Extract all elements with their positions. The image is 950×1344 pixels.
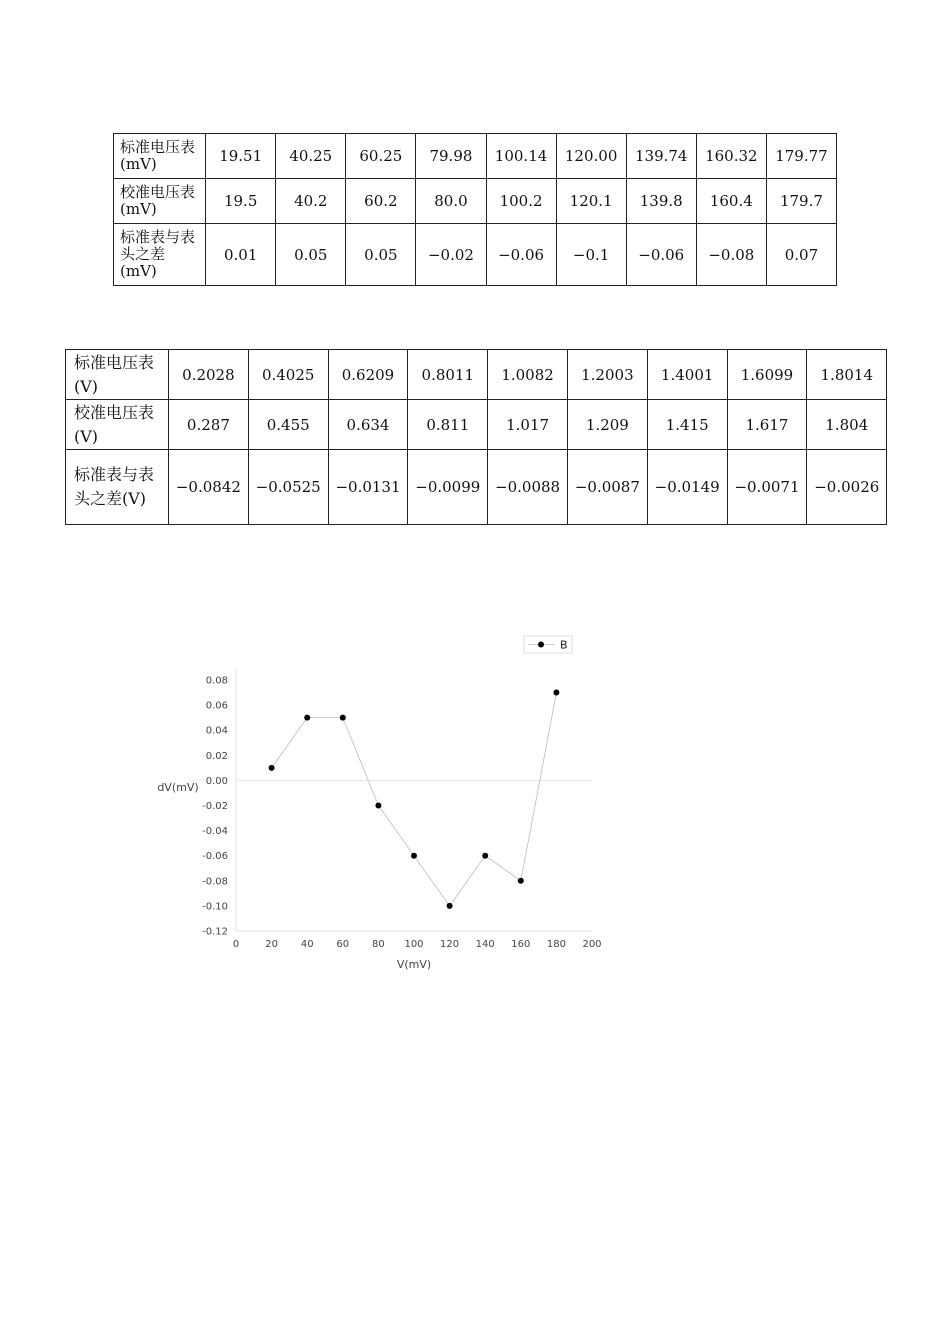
table-cell: 100.14 xyxy=(486,134,556,179)
table-cell: 1.6099 xyxy=(727,350,807,400)
y-tick-label: 0.08 xyxy=(205,675,228,687)
table-cell: 0.05 xyxy=(276,224,346,286)
chart-series xyxy=(269,690,560,909)
y-tick-label: -0.06 xyxy=(202,851,228,863)
x-tick-label: 160 xyxy=(511,939,531,950)
table-cell: 139.74 xyxy=(626,134,696,179)
table-cell: 0.8011 xyxy=(408,350,488,400)
table-cell: 0.4025 xyxy=(248,350,328,400)
table-cell: 179.77 xyxy=(766,134,836,179)
table-cell: 1.2003 xyxy=(567,350,647,400)
table-row xyxy=(66,450,887,525)
table-cell: −0.02 xyxy=(416,224,486,286)
table-cell: 179.7 xyxy=(766,179,836,224)
x-tick-label: 40 xyxy=(300,939,314,950)
table-cell: 0.455 xyxy=(248,400,328,450)
x-tick-label: 120 xyxy=(440,939,460,950)
table-cell: 0.287 xyxy=(169,400,249,450)
data-point xyxy=(304,715,310,721)
x-tick-label: 20 xyxy=(265,939,278,950)
table-cell: 0.07 xyxy=(766,224,836,286)
table-cell: 0.05 xyxy=(346,224,416,286)
table-cell: 40.25 xyxy=(276,134,346,179)
table-cell: 60.25 xyxy=(346,134,416,179)
y-axis-label: dV(mV) xyxy=(157,781,199,794)
data-point xyxy=(553,690,559,696)
table-cell: −0.06 xyxy=(626,224,696,286)
data-point xyxy=(447,903,453,909)
table-cell: 19.51 xyxy=(206,134,276,179)
table-row xyxy=(66,350,887,400)
table-cell: −0.0149 xyxy=(647,450,727,525)
table-cell: −0.0525 xyxy=(248,450,328,525)
y-tick-label: 0.02 xyxy=(205,750,228,762)
row-header: 校准电压表(mV) xyxy=(114,179,206,224)
x-tick-label: 200 xyxy=(582,939,602,950)
table-cell: 80.0 xyxy=(416,179,486,224)
table-cell: 120.00 xyxy=(556,134,626,179)
table-cell: 60.2 xyxy=(346,179,416,224)
table-cell: 0.01 xyxy=(206,224,276,286)
table-cell: 1.209 xyxy=(567,400,647,450)
row-header: 标准电压表(V) xyxy=(66,350,169,400)
table-cell: 79.98 xyxy=(416,134,486,179)
y-tick-label: 0.00 xyxy=(205,775,228,787)
table-cell: 139.8 xyxy=(626,179,696,224)
legend-label: B xyxy=(560,638,568,652)
legend-marker xyxy=(538,642,544,648)
x-tick-label: 80 xyxy=(372,939,385,950)
table-cell: 1.8014 xyxy=(807,350,887,400)
x-tick-label: 60 xyxy=(336,939,350,950)
series-line-B xyxy=(272,693,557,906)
row-header: 校准电压表(V) xyxy=(66,400,169,450)
row-header: 标准表与表头之差(mV) xyxy=(114,224,206,286)
y-tick-label: -0.12 xyxy=(202,926,228,938)
table-cell: 1.415 xyxy=(647,400,727,450)
y-tick-label: -0.10 xyxy=(202,901,228,913)
table-cell: −0.0071 xyxy=(727,450,807,525)
table-cell: −0.0131 xyxy=(328,450,408,525)
table-cell: 1.0082 xyxy=(488,350,568,400)
y-tick-label: -0.02 xyxy=(202,801,228,812)
table-cell: 0.6209 xyxy=(328,350,408,400)
table-cell: 1.4001 xyxy=(647,350,727,400)
table-cell: 160.32 xyxy=(696,134,766,179)
table-cell: 1.804 xyxy=(807,400,887,450)
x-tick-label: 180 xyxy=(546,939,566,950)
table-row xyxy=(66,400,887,450)
table-cell: −0.0088 xyxy=(488,450,568,525)
data-point xyxy=(340,715,346,721)
table-cell: 1.017 xyxy=(488,400,568,450)
chart-axes xyxy=(202,668,601,950)
table-cell: 100.2 xyxy=(486,179,556,224)
table-cell: 160.4 xyxy=(696,179,766,224)
table-cell: −0.0842 xyxy=(169,450,249,525)
x-axis-label: V(mV) xyxy=(396,958,432,971)
data-point xyxy=(411,853,417,859)
table-cell: 0.811 xyxy=(408,400,488,450)
table-cell: −0.0099 xyxy=(408,450,488,525)
table-row xyxy=(114,179,837,224)
table-cell: 19.5 xyxy=(206,179,276,224)
table-cell: 0.634 xyxy=(328,400,408,450)
table-row xyxy=(114,224,837,286)
deviation-chart xyxy=(130,625,610,980)
table-row xyxy=(114,134,837,179)
data-point xyxy=(518,878,524,884)
table-cell: −0.1 xyxy=(556,224,626,286)
data-point xyxy=(269,765,275,771)
data-point xyxy=(482,853,488,859)
table-cell: −0.0026 xyxy=(807,450,887,525)
table-cell: −0.08 xyxy=(696,224,766,286)
y-tick-label: -0.04 xyxy=(202,826,228,838)
table-cell: 40.2 xyxy=(276,179,346,224)
table-cell: 120.1 xyxy=(556,179,626,224)
y-tick-label: 0.06 xyxy=(205,700,228,712)
x-tick-label: 0 xyxy=(232,939,240,950)
chart-legend xyxy=(524,636,572,653)
x-tick-label: 140 xyxy=(475,939,495,950)
voltage-table-v xyxy=(65,349,887,525)
row-header: 标准表与表头之差(V) xyxy=(66,450,169,525)
x-tick-label: 100 xyxy=(404,939,424,950)
table-cell: 0.2028 xyxy=(169,350,249,400)
table-cell: 1.617 xyxy=(727,400,807,450)
row-header: 标准电压表(mV) xyxy=(114,134,206,179)
table-cell: −0.0087 xyxy=(567,450,647,525)
voltage-table-mv xyxy=(113,133,837,286)
table-cell: −0.06 xyxy=(486,224,556,286)
y-tick-label: 0.04 xyxy=(205,725,228,737)
data-point xyxy=(375,803,381,809)
y-tick-label: -0.08 xyxy=(202,876,228,888)
